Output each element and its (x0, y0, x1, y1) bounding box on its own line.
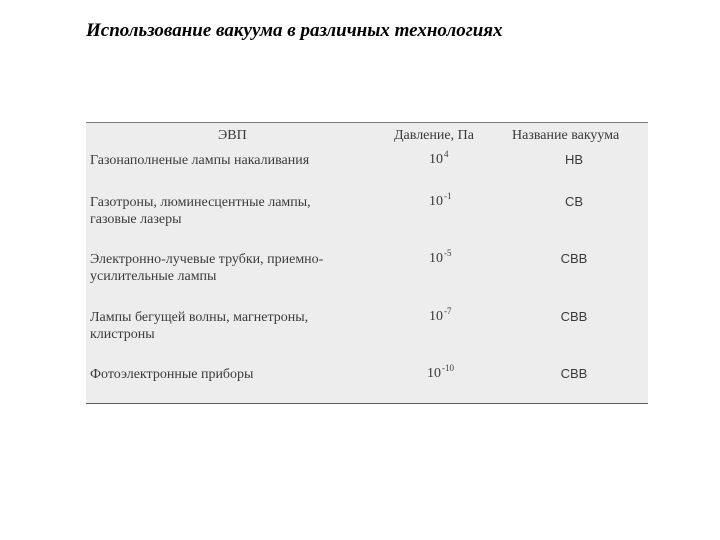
pressure-base: 10 (429, 309, 443, 324)
pressure-exponent: -7 (444, 306, 452, 316)
vacuum-name-cell: СВВ (560, 251, 588, 266)
pressure-cell (429, 248, 452, 267)
device-cell: Газонаполненые лампы накаливания (90, 153, 310, 168)
device-cell: Лампы бегущей волны, магнетроны, клистроны (90, 310, 309, 342)
slide-title: Использование вакуума в различных технологиях (86, 20, 503, 41)
vacuum-name-cell: СВВ (560, 309, 588, 324)
vacuum-name-cell: СВ (564, 194, 584, 209)
pressure-base: 10 (429, 194, 443, 209)
device-cell: Электронно-лучевые трубки, приемно-усилительные лампы (90, 252, 324, 284)
pressure-cell (429, 191, 452, 210)
header-vacuum-name: Название вакуума (512, 128, 620, 143)
header-evp: ЭВП (218, 128, 247, 143)
pressure-exponent: 4 (444, 149, 449, 159)
header-pressure: Давление, Па (394, 128, 474, 143)
pressure-base: 10 (429, 152, 443, 167)
pressure-exponent: -5 (444, 248, 452, 258)
pressure-exponent: -1 (444, 191, 452, 201)
pressure-base: 10 (427, 366, 441, 381)
device-cell: Газотроны, люминесцентные лампы, газовые лазеры (90, 195, 311, 227)
table-header-row (86, 123, 648, 145)
vacuum-name-cell: НВ (564, 152, 584, 167)
pressure-base: 10 (429, 251, 443, 266)
pressure-exponent: -10 (442, 363, 454, 373)
pressure-cell (429, 306, 452, 325)
device-cell: Фотоэлектронные приборы (90, 367, 254, 382)
pressure-cell (429, 149, 449, 168)
pressure-cell (427, 363, 454, 382)
vacuum-table (86, 122, 648, 404)
vacuum-name-cell: СВВ (560, 366, 588, 381)
